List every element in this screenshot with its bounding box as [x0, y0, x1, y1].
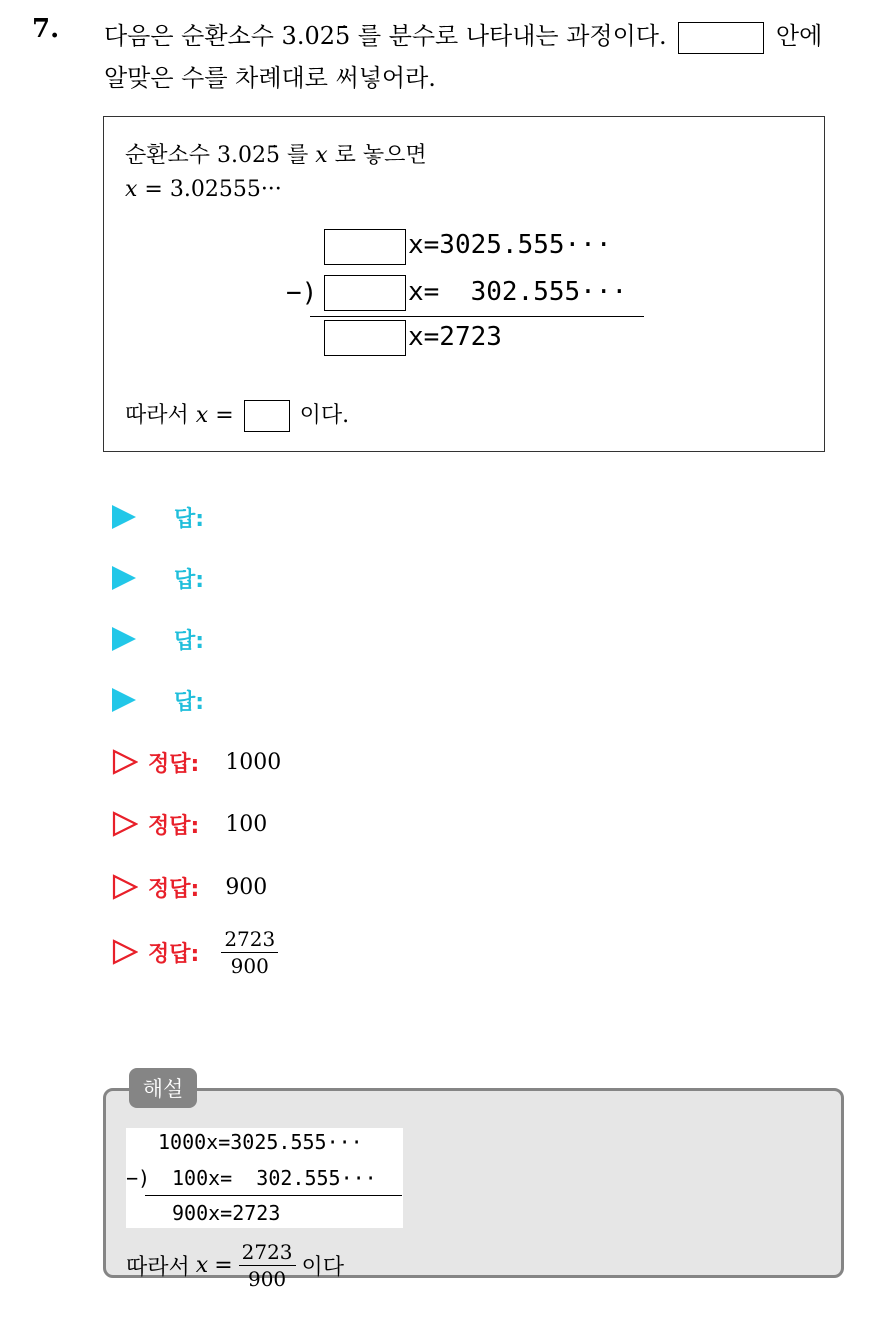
correct-label: 정답: — [148, 876, 200, 902]
correct-value: 100 — [225, 811, 268, 837]
question-line-1 — [104, 16, 822, 54]
correct-value: 1000 — [225, 749, 282, 775]
answer-label: 답: — [174, 628, 205, 654]
calc-row-1: x=3025.555··· — [408, 230, 612, 260]
correct-value: 900 — [225, 874, 268, 900]
solution-row-3: 900x=2723 — [172, 1201, 281, 1225]
solution-fraction — [239, 1240, 296, 1291]
outline-triangle-icon — [112, 811, 138, 837]
solution-conclusion-prefix: 따라서 — [126, 1255, 190, 1280]
answer-row-3 — [112, 619, 204, 659]
fraction-numerator: 2723 — [239, 1240, 296, 1266]
question-text-part2: 안에 — [775, 22, 823, 50]
box-line2-var: x — [125, 177, 138, 202]
box-conclusion — [125, 398, 349, 432]
fraction-numerator: 2723 — [221, 927, 278, 953]
box-line-2 — [125, 177, 282, 202]
answer-label: 답: — [174, 567, 205, 593]
correct-answer-row-1 — [112, 742, 281, 782]
correct-label: 정답: — [148, 813, 200, 839]
box-line1-suffix: 로 놓으면 — [334, 143, 427, 168]
correct-answer-row-3 — [112, 867, 267, 907]
box-conclusion-prefix: 따라서 — [125, 403, 189, 428]
solution-row-1: 1000x=3025.555··· — [158, 1130, 363, 1154]
solution-conclusion-eq: = — [214, 1253, 233, 1278]
solution-row-2: 100x= 302.555··· — [172, 1166, 377, 1190]
solution-conclusion — [126, 1240, 344, 1291]
play-triangle-icon — [112, 627, 136, 651]
calc-blank-2 — [324, 275, 406, 311]
conclusion-blank-box — [244, 400, 290, 432]
box-conclusion-var: x — [195, 403, 209, 428]
box-conclusion-suffix: 이다. — [299, 403, 350, 428]
box-line-1 — [125, 138, 427, 169]
correct-answer-row-2 — [112, 804, 267, 844]
answer-label: 답: — [174, 506, 205, 532]
correct-fraction — [221, 927, 278, 978]
solution-conclusion-var: x — [195, 1253, 209, 1278]
solution-conclusion-suffix: 이다 — [301, 1255, 345, 1280]
answer-label: 답: — [174, 689, 205, 715]
outline-triangle-icon — [112, 874, 138, 900]
calc-blank-1 — [324, 229, 406, 265]
box-line1-prefix: 순환소수 3.025̇ 를 — [125, 143, 309, 168]
box-line2-rest: = 3.02555··· — [137, 177, 282, 202]
calc-divider — [310, 316, 644, 317]
question-line-2: 알맞은 수를 차례대로 써넣어라. — [104, 64, 436, 92]
box-conclusion-eq: = — [215, 403, 234, 428]
fraction-denominator: 900 — [247, 1267, 287, 1291]
fraction-denominator: 900 — [230, 953, 269, 978]
calc-minus-sign: −) — [286, 278, 318, 308]
play-triangle-icon — [112, 505, 136, 529]
correct-answer-row-4 — [112, 922, 278, 982]
answer-row-2 — [112, 558, 204, 598]
answer-row-1 — [112, 497, 204, 537]
question-blank-box — [678, 22, 764, 54]
box-line1-var: x — [315, 143, 328, 168]
outline-triangle-icon — [112, 939, 138, 965]
correct-label: 정답: — [148, 751, 200, 777]
play-triangle-icon — [112, 688, 136, 712]
question-text-part1: 다음은 순환소수 3.025̇ 를 분수로 나타내는 과정이다. — [104, 22, 667, 50]
outline-triangle-icon — [112, 749, 138, 775]
play-triangle-icon — [112, 566, 136, 590]
question-number: 7. — [32, 14, 60, 44]
solution-divider — [145, 1195, 402, 1196]
answer-row-4 — [112, 680, 204, 720]
correct-label: 정답: — [148, 941, 200, 967]
calc-row-3: x=2723 — [408, 322, 502, 352]
solution-minus: −) — [126, 1166, 151, 1190]
calc-blank-3 — [324, 320, 406, 356]
solution-tag: 해설 — [129, 1068, 197, 1108]
calc-row-2: x= 302.555··· — [408, 277, 628, 307]
